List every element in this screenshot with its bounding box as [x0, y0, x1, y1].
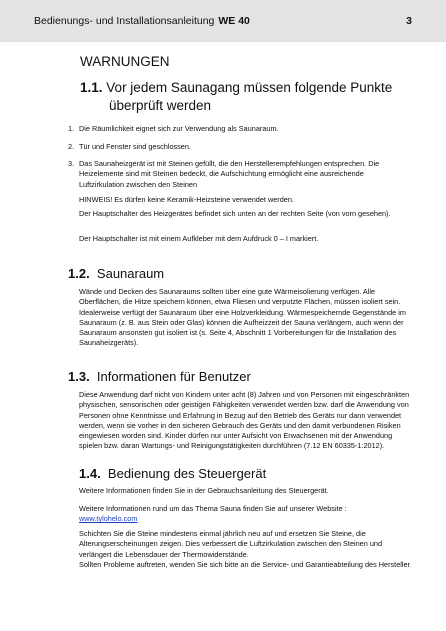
list-item	[68, 159, 408, 190]
section-number: 1.3.	[68, 369, 90, 384]
section-title: Saunaraum	[96, 266, 165, 281]
list-item	[68, 124, 408, 134]
list-text: Tür und Fenster sind geschlossen.	[79, 142, 191, 151]
website-link[interactable]: www.tylohelo.com	[79, 514, 138, 524]
section-1-2-heading	[68, 266, 164, 281]
list-text: Die Räumlichkeit eignet sich zur Verwendung als Saunaraum.	[79, 124, 279, 133]
list-text: Das Saunaheizgerät ist mit Steinen gefüllt, die den Herstellerempfehlungen entsprechen. Die Heizelemente sind mit Steinen bedeckt, die Aufschichtung ermöglicht eine ausreichende Luftzirkulation zwischen den Steinen	[79, 159, 380, 189]
section-number: 1.4.	[79, 466, 101, 481]
section-1-3-heading	[68, 369, 251, 384]
list-item	[68, 142, 408, 152]
page-number: 3	[406, 15, 412, 27]
section-title-line1: Vor jedem Saunagang müssen folgende Punkte	[106, 80, 393, 95]
website-text: Weitere Informationen rund um das Thema Sauna finden Sie auf unserer Website : www.tylohelo.com	[79, 504, 347, 524]
section-number: 1.1.	[80, 80, 103, 95]
stones-maintenance-text: Schichten Sie die Steine mindestens einmal jährlich neu auf und ersetzen Sie Steine, die Alterungserscheinungen zeigen. Dies verbessert die Luftzirkulation zwischen den Steinen und verlängert die Lebensdauer der Thermowiderstände.	[79, 529, 383, 559]
support-text: Sollten Probleme auftreten, wenden Sie sich bitte an die Service- und Garantieabteilung des Hersteller	[79, 560, 410, 569]
warnings-heading: WARNUNGEN	[80, 54, 170, 69]
section-title: Informationen für Benutzer	[96, 369, 251, 384]
model-name: WE 40	[218, 15, 250, 27]
controller-manual-text: Weitere Informationen finden Sie in der Gebrauchsanleitung des Steuergerät.	[79, 486, 329, 495]
list-number: 2.	[68, 142, 75, 151]
page-header	[0, 0, 446, 42]
note-main-switch-location: Der Hauptschalter des Heizgerätes befindet sich unten an der rechten Seite (von vorn gesehen).	[79, 209, 391, 218]
manual-title: Bedienungs- und Installationsanleitung WE 40	[34, 15, 250, 27]
sauna-room-text: Wände und Decken des Saunaraums sollten über eine gute Wärmeisolierung verfügen. Alle Oberflächen, die Hitze speichern können, etwa Fliesen und verputzte Flächen, müssen isoliert sein. Idealerweise verfügt der Saunaraum über eine Holzverkleidung. Wärmespeichernde Gegenstände im Saunaraum (z. B. aus Stein oder Glas) können die Aufheizzeit der Sauna verlängern, auch wenn der Saunaraum ansonsten gut isoliert ist (s. Seite 4, Abschnitt 1 Vorbereitungen für die Installation des Saunaheizgeräts).	[79, 287, 406, 348]
list-number: 3.	[68, 159, 75, 168]
section-1-4-heading	[79, 466, 266, 481]
list-number: 1.	[68, 124, 75, 133]
section-1-1-heading	[80, 79, 410, 115]
section-title-line2: überprüft werden	[109, 98, 212, 113]
section-title: Bedienung des Steuergerät	[107, 466, 267, 481]
user-info-text: Diese Anwendung darf nicht von Kindern unter acht (8) Jahren und von Personen mit eingeschränkten physischen, sensorischen oder geistigen Fähigkeiten verwendet werden bzw. darf die Anwendung von Personen ohne Kenntnisse und Erfahrung in Bezug auf den Betrieb des Geräts nur dann verwendet werden, wenn sie vorher in den sicheren Gebrauch des Geräts und den damit verbundenen Risiken eingewiesen worden sind. Kinder dürfen nur unter Aufsicht von Erwachsenen mit der Anwendung spielen bzw. daran Wartungs- und Reinigungstätigkeiten durchführen (7.12 EN 60335-1:2012).	[79, 390, 410, 451]
note-main-switch-label: Der Hauptschalter ist mit einem Aufkleber mit dem Aufdruck 0 – I markiert.	[79, 234, 319, 243]
note-ceramic-stones: HINWEIS! Es dürfen keine Keramik-Heizsteine verwendet werden.	[79, 195, 294, 204]
section-number: 1.2.	[68, 266, 90, 281]
